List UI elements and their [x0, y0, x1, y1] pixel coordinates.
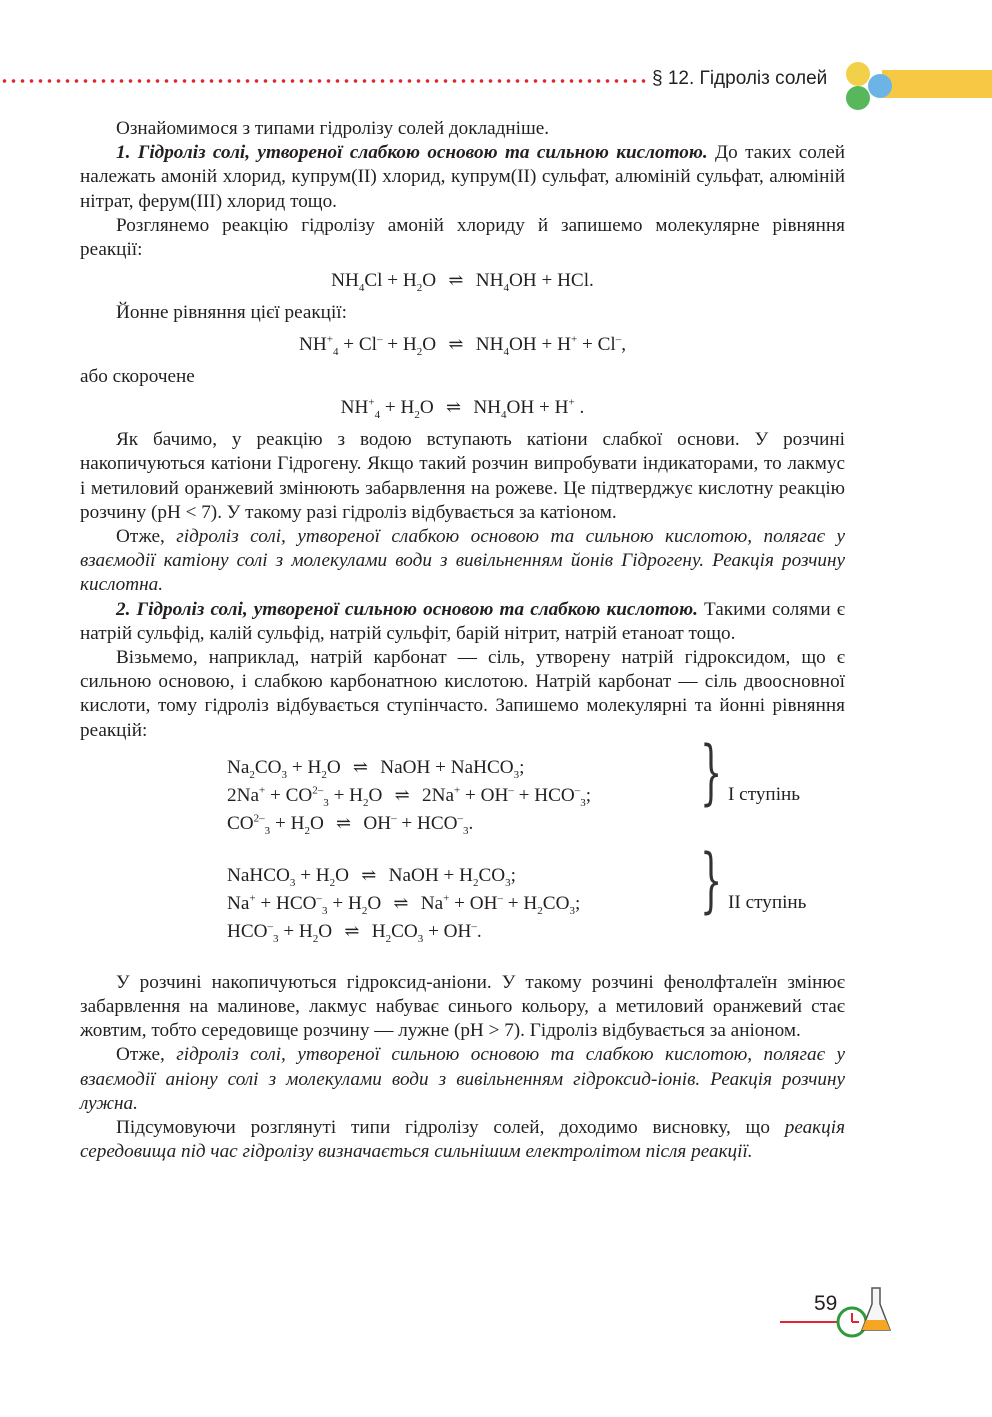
step1-eq3: $CO^{2-}_3 + H_2O$ ⇌ $OH^- + HCO^-_3$. [227, 812, 474, 837]
summary-paragraph [80, 1116, 845, 1164]
type1-text: До таких солей належать амоній хлорид, купрум(ІІ) хлорид, купрум(ІІ) сульфат, алюміній сульфат, алюміній нітрат, ферум(ІІІ) хлорид тощо. [80, 142, 845, 212]
type1-observation: Як бачимо, у реакцію з водою вступають катіони слабкої основи. У розчині накопичуються катіони Гідрогену. Якщо такий розчин випробувати індикаторами, то лакмус і метиловий оранжевий змінюють забарвлення на рожеве. Це підтверджує кислотну реакцію розчину (pH < 7). У такому разі гідроліз відбувається за катіоном. [80, 429, 845, 523]
type2-text: Такими солями є натрій сульфід, калій сульфід, натрій сульфіт, барій нітрит, натрій етаноат тощо. [80, 598, 845, 644]
type1-paragraph [80, 141, 845, 214]
ionic-label: Йонне рівняння цієї реакції: [116, 302, 347, 324]
flask-clock-icon [828, 1282, 898, 1342]
step2-eq2: $Na^+ + HCO^-_3 + H_2O$ ⇌ $Na^+ + OH^- + H_2CO_3$; [227, 892, 581, 917]
step1-eq1: $Na_2CO_3 + H_2O$ ⇌ NaOH + NaHCO$_3$; [227, 756, 525, 781]
equation-ionic: $NH^+_4 + Cl^- + H_2O$ ⇌ $NH_4OH + H^+ + Cl^-$, [299, 333, 626, 358]
step1-eq2: $2Na^+ + CO^{2-}_3 + H_2O$ ⇌ $2Na^+ + OH^- + HCO^-_3$; [227, 784, 592, 809]
page-body [80, 117, 845, 1165]
type2-paragraph [80, 598, 845, 646]
summary-italic: реакція середовища під час гідролізу визначається сильнішим електролітом після реакції. [80, 1117, 845, 1163]
section-title: § 12. Гідроліз солей [652, 68, 828, 89]
step1-label: І ступінь [728, 783, 801, 805]
step1-brace: } [700, 730, 723, 813]
type1-heading: 1. Гідроліз солі, утвореної слабкою основою та сильною кислотою. [116, 142, 708, 164]
type2-observation: У розчині накопичуються гідроксид-аніони. У такому розчині фенолфталеїн змінює забарвлення на малинове, лакмус набуває синього кольору, а метиловий оранжевий стає жовтим, тобто середовище розчину — лужне (pH > 7). Гідроліз відбувається за аніоном. [80, 971, 845, 1042]
conclusion-prefix: Отже, [116, 526, 177, 548]
type2-conclusion [80, 1043, 845, 1116]
step2-eq1: NaHCO$_3$ + $H_2O$ ⇌ NaOH + $H_2CO_3$; [227, 864, 516, 889]
type1-consider: Розглянемо реакцію гідролізу амоній хлориду й запишемо молекулярне рівняння реакції: [80, 214, 845, 261]
type2-heading: 2. Гідроліз солі, утвореної сильною основою та слабкою кислотою. [116, 598, 698, 620]
short-label: або скорочене [80, 365, 195, 387]
summary-prefix: Підсумовуючи розглянуті типи гідролізу солей, доходимо висновку, що [116, 1117, 785, 1139]
hydrolysis-steps [80, 730, 845, 971]
equation-short: $NH^+_4 + H_2O$ ⇌ $NH_4OH + H^+$ . [340, 396, 585, 421]
step2-label: ІІ ступінь [728, 891, 807, 913]
equation-molecular: $NH_4Cl + H_2O$ ⇌ $NH_4OH$ + HCl. [331, 270, 594, 295]
type2-example: Візьмемо, наприклад, натрій карбонат — сіль, утворену натрій гідроксидом, що є сильною основою, і слабкою карбонатною кислотою. Натрій карбонат — сіль двоосновної кислоти, тому гідроліз відбувається ступінчасто. Запишемо молекулярні та йонні рівняння реакцій: [80, 647, 845, 741]
type1-conclusion [80, 525, 845, 598]
conclusion-prefix: Отже, [116, 1044, 177, 1066]
page-number: 59 [814, 1292, 838, 1315]
header-color-band [882, 70, 992, 98]
step2-brace: } [700, 838, 723, 921]
intro-paragraph: Ознайомимося з типами гідролізу солей докладніше. [116, 118, 550, 139]
type2-conclusion-italic: гідроліз солі, утвореної сильною основою та слабкою кислотою, полягає у взаємодії аніону солі з молекулами води з вивільненням гідроксид-іонів. Реакція розчину лужна. [80, 1044, 845, 1114]
step2-eq3: $HCO^-_3 + H_2O$ ⇌ $H_2CO_3 + OH^-$. [227, 920, 482, 945]
type1-conclusion-italic: гідроліз солі, утвореної слабкою основою та сильною кислотою, полягає у взаємодії катіону солі з молекулами води з вивільненням йонів Гідрогену. Реакція розчину кислотна. [80, 526, 845, 596]
header-dotted-rule [0, 76, 648, 86]
